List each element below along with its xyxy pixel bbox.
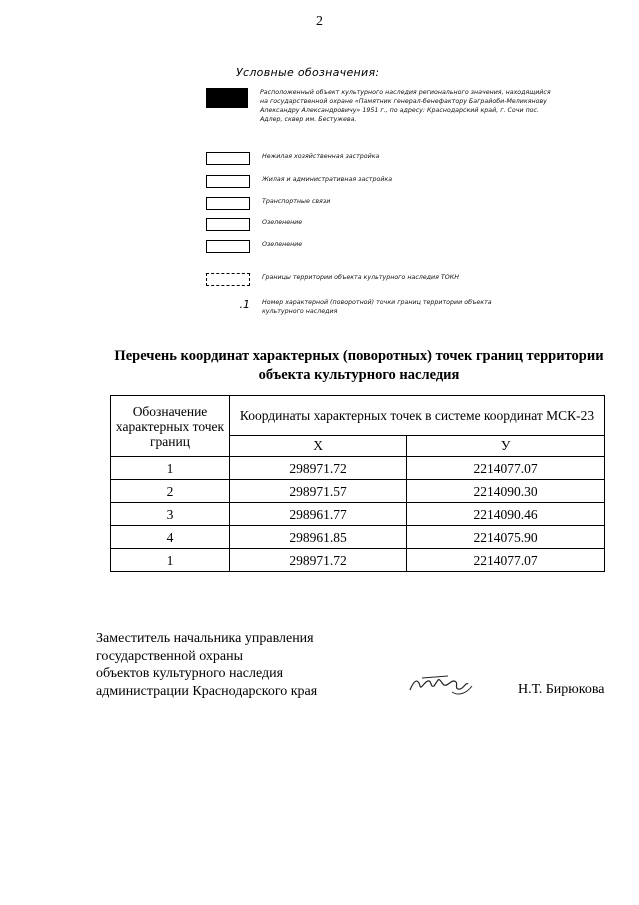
cell-x: 298971.57 bbox=[230, 480, 407, 503]
legend-item-nonresidential bbox=[206, 152, 522, 165]
handwritten-signature bbox=[408, 672, 478, 698]
legend-title: Условные обозначения: bbox=[236, 66, 380, 79]
legend-item-transport bbox=[206, 197, 522, 210]
table-row bbox=[111, 480, 605, 503]
cell-point: 1 bbox=[111, 549, 230, 572]
table-row bbox=[111, 526, 605, 549]
cell-x: 298971.72 bbox=[230, 457, 407, 480]
cell-x: 298961.85 bbox=[230, 526, 407, 549]
table-row bbox=[111, 457, 605, 480]
coordinates-table bbox=[110, 395, 605, 572]
column-header-coordinates: Координаты характерных точек в системе координат МСК-23 bbox=[230, 396, 605, 436]
cell-point: 4 bbox=[111, 526, 230, 549]
cell-x: 298961.77 bbox=[230, 503, 407, 526]
column-header-x: X bbox=[230, 435, 407, 456]
legend-swatch bbox=[206, 197, 250, 210]
signatory-position bbox=[96, 630, 317, 700]
legend-item-greenery-2 bbox=[206, 240, 522, 253]
legend-item-point-number bbox=[206, 298, 532, 316]
legend-label: Озеленение bbox=[262, 241, 303, 248]
legend-item-heritage-object bbox=[206, 88, 560, 124]
signatory-line: объектов культурного наследия bbox=[96, 666, 284, 681]
cell-point: 1 bbox=[111, 457, 230, 480]
signatory-line: Заместитель начальника управления bbox=[96, 631, 314, 646]
legend-label: Границы территории объекта культурного наследия ТОКН bbox=[262, 274, 459, 281]
cell-point: 3 bbox=[111, 503, 230, 526]
legend-label: Номер характерной (поворотной) точки границ территории объекта культурного наследия bbox=[262, 299, 492, 315]
table-row bbox=[111, 549, 605, 572]
cell-point: 2 bbox=[111, 480, 230, 503]
legend-item-boundary bbox=[206, 273, 542, 286]
legend-label: Озеленение bbox=[262, 219, 303, 226]
legend-item-greenery-1 bbox=[206, 218, 522, 231]
legend-swatch-dashed bbox=[206, 273, 250, 286]
cell-y: 2214077.07 bbox=[407, 549, 605, 572]
legend-swatch-filled bbox=[206, 88, 248, 108]
legend-swatch bbox=[206, 152, 250, 165]
legend-swatch bbox=[206, 218, 250, 231]
cell-y: 2214077.07 bbox=[407, 457, 605, 480]
page-number: 2 bbox=[316, 14, 323, 29]
cell-y: 2214090.46 bbox=[407, 503, 605, 526]
cell-x: 298971.72 bbox=[230, 549, 407, 572]
legend-label: Жилая и административная застройка bbox=[262, 176, 393, 183]
column-header-y: У bbox=[407, 435, 605, 456]
legend-swatch bbox=[206, 175, 250, 188]
table-row bbox=[111, 503, 605, 526]
cell-y: 2214090.30 bbox=[407, 480, 605, 503]
point-marker: .1 bbox=[239, 298, 250, 311]
column-header-designation: Обозначение характерных точек границ bbox=[111, 396, 230, 457]
legend-swatch bbox=[206, 240, 250, 253]
legend-label: Нежилая хозяйственная застройка bbox=[262, 153, 380, 160]
coordinates-heading: Перечень координат характерных (поворотных) точек границ территории объекта культурного наследия bbox=[114, 348, 604, 383]
legend-item-residential bbox=[206, 175, 522, 188]
legend-label: Расположенный объект культурного наследия регионального значения, находящийся на государственной охране «Памятник генерал-бенефактору Баграйоби-Меликянову Александру Александровичу» 1951 г., по адресу: Краснодарский край, г. Сочи пос. Адлер, сквер им. Бестужева. bbox=[260, 89, 551, 123]
signatory-line: администрации Краснодарского края bbox=[96, 683, 318, 699]
signatory-name: Н.Т. Бирюкова bbox=[518, 682, 605, 697]
legend-label: Транспортные связи bbox=[262, 198, 331, 205]
cell-y: 2214075.90 bbox=[407, 526, 605, 549]
signatory-line: государственной охраны bbox=[96, 648, 244, 664]
